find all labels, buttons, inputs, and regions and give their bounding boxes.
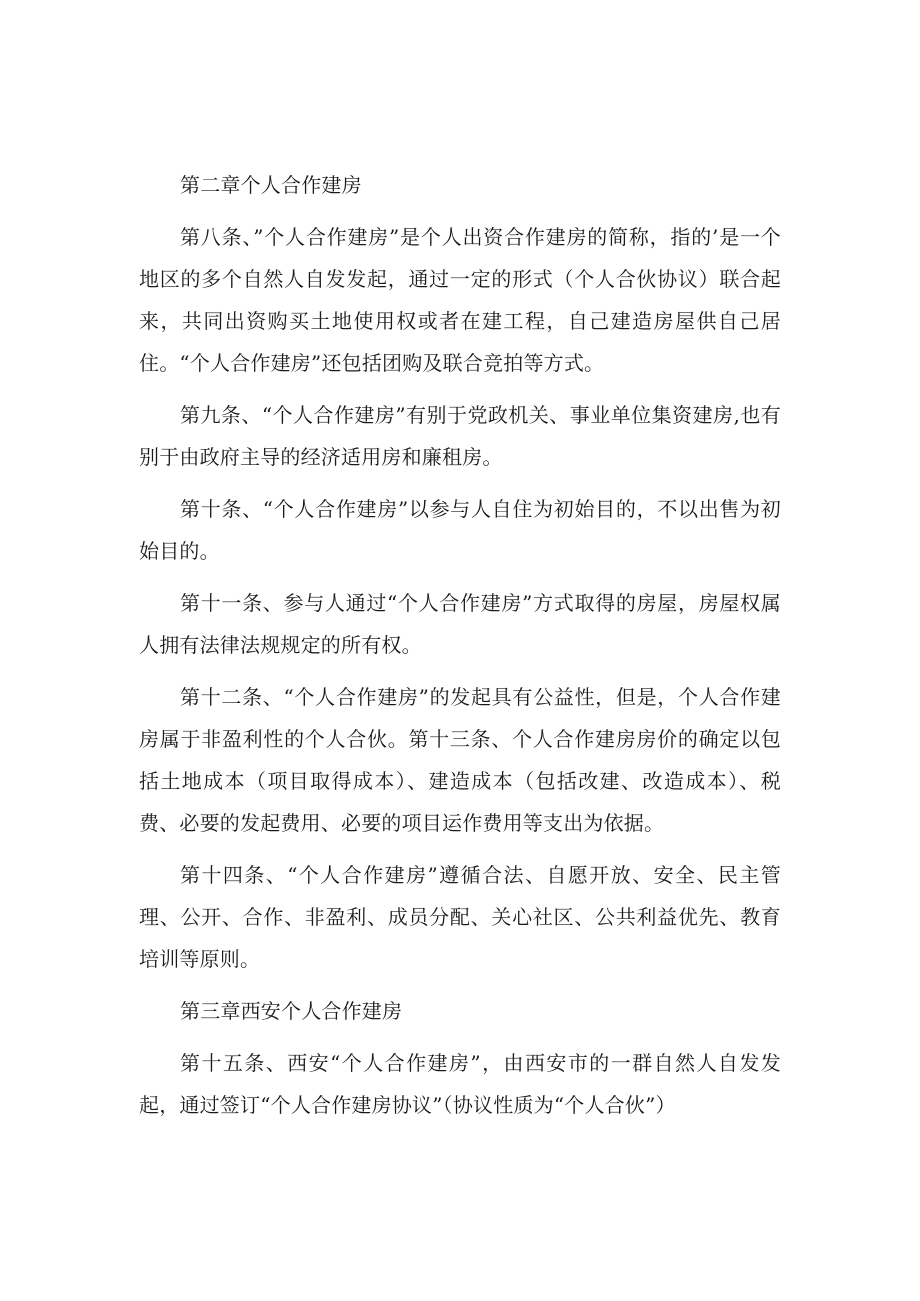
chapter-2-heading: 第二章个人合作建房 bbox=[180, 173, 362, 197]
article-10-paragraph: 第十条、“个人合作建房”以参与人自住为初始目的，不以出售为初始目的。 bbox=[139, 497, 781, 563]
article-15-paragraph: 第十五条、西安“个人合作建房”，由西安市的一群自然人自发发起，通过签订“个人合作建房协议”（协议性质为“个人合伙”） bbox=[139, 1051, 781, 1117]
article-14-paragraph: 第十四条、“个人合作建房”遵循合法、自愿开放、安全、民主管理、公开、合作、非盈利、成员分配、关心社区、公共利益优先、教育培训等原则。 bbox=[139, 863, 781, 971]
article-11-paragraph: 第十一条、参与人通过“个人合作建房”方式取得的房屋，房屋权属人拥有法律法规规定的所有权。 bbox=[139, 591, 781, 657]
chapter-3-heading: 第三章西安个人合作建房 bbox=[180, 999, 403, 1023]
article-8-paragraph: 第八条、”个人合作建房”是个人出资合作建房的简称，指的’是一个地区的多个自然人自发发起，通过一定的形式（个人合伙协议）联合起来，共同出资购买土地使用权或者在建工程，自己建造房屋供自己居住。“个人合作建房”还包括团购及联合竞拍等方式。 bbox=[139, 225, 781, 375]
article-9-paragraph: 第九条、“个人合作建房”有别于党政机关、事业单位集资建房,也有别于由政府主导的经济适用房和廉租房。 bbox=[139, 403, 781, 469]
document-body bbox=[139, 164, 781, 1136]
article-12-13-paragraph: 第十二条、“个人合作建房”的发起具有公益性，但是，个人合作建房属于非盈利性的个人合伙。第十三条、个人合作建房房价的确定以包括土地成本（项目取得成本）、建造成本（包括改建、改造成本）、税费、必要的发起费用、必要的项目运作费用等支出为依据。 bbox=[139, 685, 781, 835]
